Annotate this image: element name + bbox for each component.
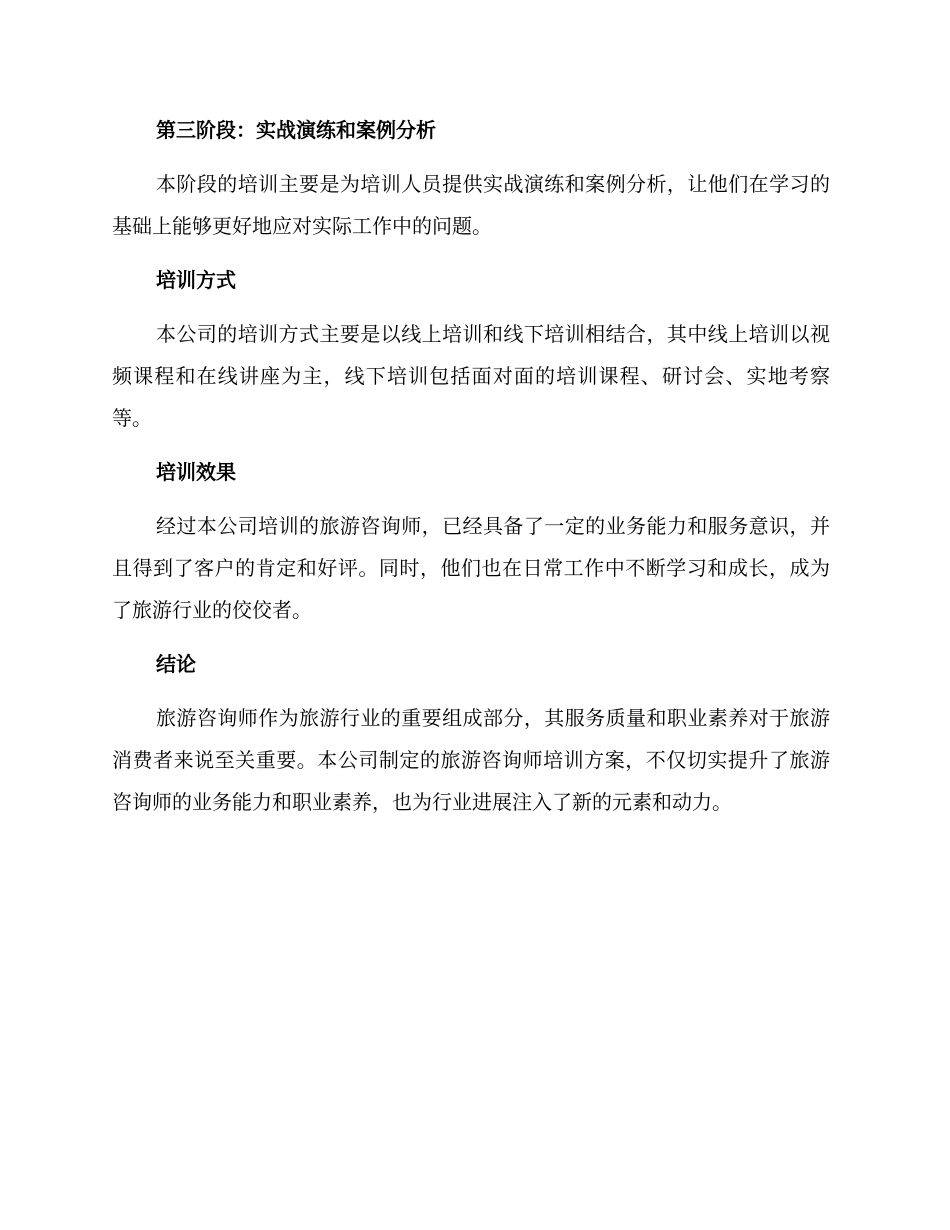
section-training-method — [112, 260, 830, 439]
document-page — [112, 110, 830, 836]
section-heading: 结论 — [156, 652, 196, 676]
section-paragraph: 本公司的培训方式主要是以线上培训和线下培训相结合，其中线上培训以视频课程和在线讲座为主，线下培训包括面对面的培训课程、研讨会、实地考察等。 — [112, 322, 830, 430]
section-paragraph: 经过本公司培训的旅游咨询师，已经具备了一定的业务能力和服务意识，并且得到了客户的肯定和好评。同时，他们也在日常工作中不断学习和成长，成为了旅游行业的佼佼者。 — [112, 514, 830, 622]
section-training-effect — [112, 452, 830, 631]
section-paragraph: 旅游咨询师作为旅游行业的重要组成部分，其服务质量和职业素养对于旅游消费者来说至关重要。本公司制定的旅游咨询师培训方案，不仅切实提升了旅游咨询师的业务能力和职业素养，也为行业进展注入了新的元素和动力。 — [112, 706, 830, 814]
section-heading: 培训效果 — [156, 460, 236, 484]
section-heading: 培训方式 — [156, 268, 236, 292]
section-paragraph: 本阶段的培训主要是为培训人员提供实战演练和案例分析，让他们在学习的基础上能够更好地应对实际工作中的问题。 — [112, 172, 830, 238]
section-heading: 第三阶段：实战演练和案例分析 — [156, 118, 436, 142]
section-stage-three — [112, 110, 830, 247]
section-conclusion — [112, 644, 830, 823]
